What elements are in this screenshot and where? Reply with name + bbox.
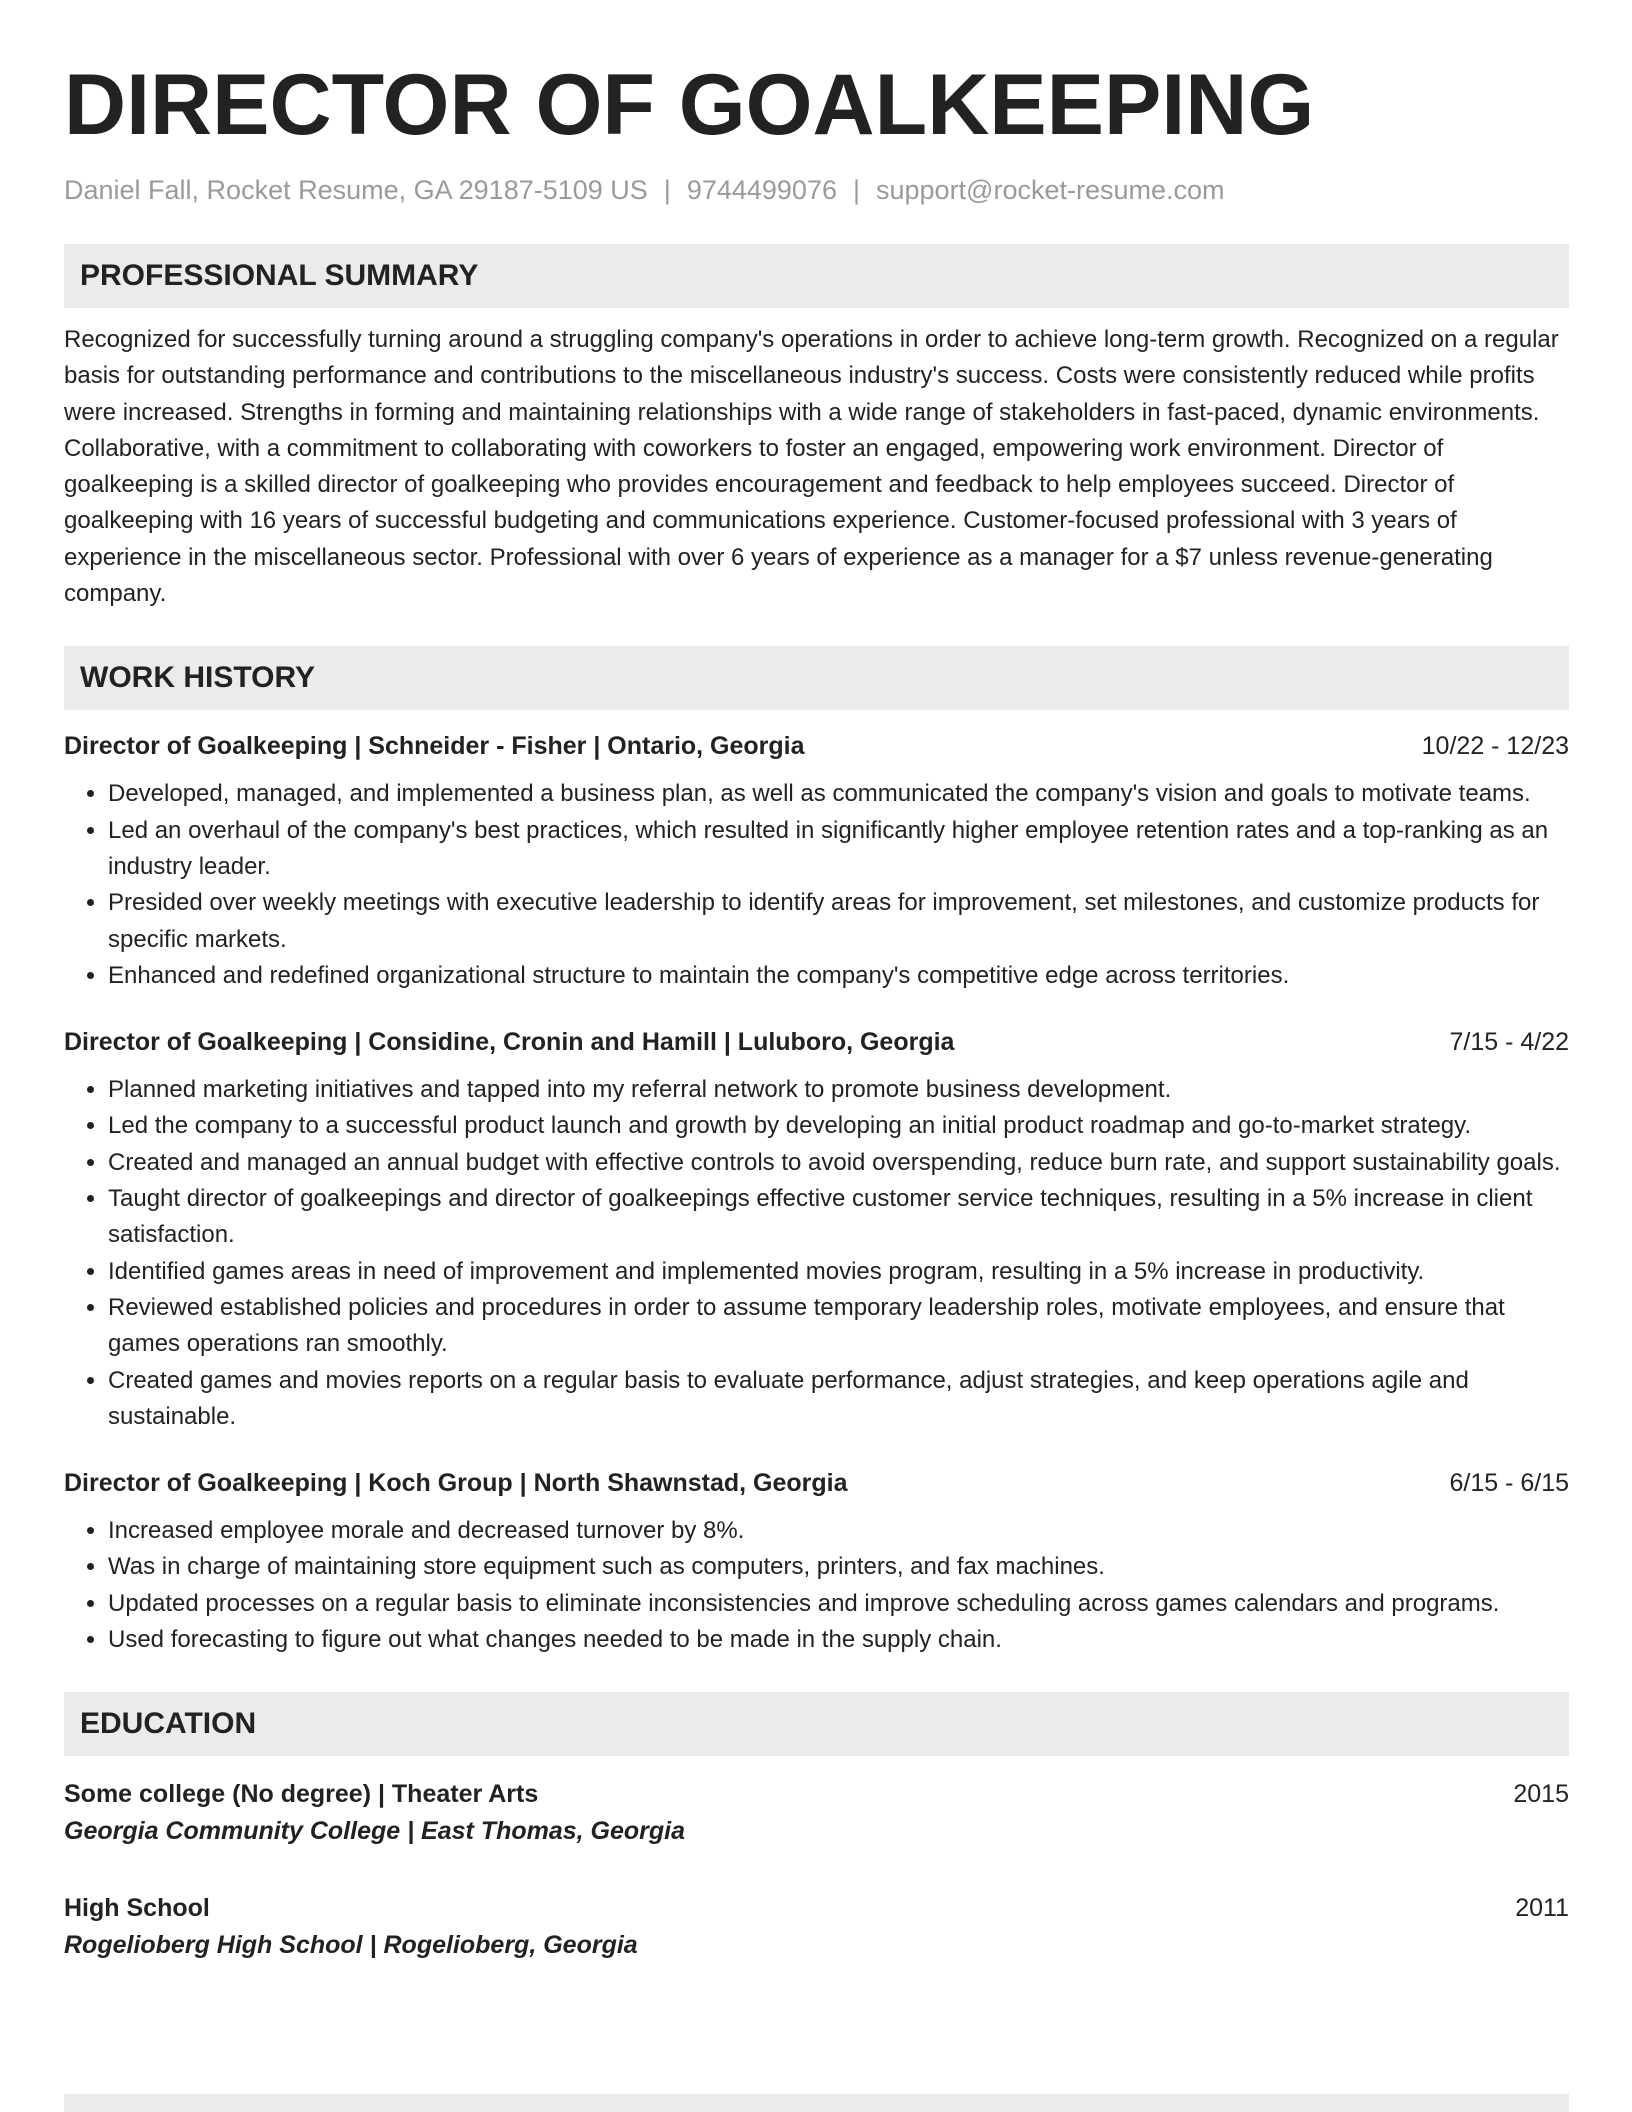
contact-separator: | bbox=[663, 175, 671, 205]
job-bullet: • Enhanced and redefined organizational structure to maintain the company's competitive edge across territories. bbox=[108, 958, 1569, 994]
job-bullet: • Created and managed an annual budget with effective controls to avoid overspending, reduce burn rate, and support sustainability goals. bbox=[108, 1145, 1569, 1181]
education-school: Georgia Community College | East Thomas, Georgia bbox=[64, 1817, 686, 1846]
job-bullet: • Planned marketing initiatives and tapped into my referral network to promote business development. bbox=[108, 1072, 1569, 1108]
job-dates: 10/22 - 12/23 bbox=[1421, 732, 1569, 761]
job-title: Director of Goalkeeping | Schneider - Fisher | Ontario, Georgia bbox=[64, 732, 805, 761]
job-header bbox=[64, 730, 1569, 762]
job-bullet: • Led an overhaul of the company's best practices, which resulted in significantly higher employee retention rates and a top-ranking as an industry leader. bbox=[108, 813, 1569, 886]
job-entry bbox=[64, 1026, 1569, 1435]
job-dates: 6/15 - 6/15 bbox=[1449, 1469, 1569, 1498]
education-header bbox=[64, 1890, 1569, 1926]
job-bullet: • Developed, managed, and implemented a business plan, as well as communicated the company's vision and goals to motivate teams. bbox=[108, 776, 1569, 812]
job-bullet: • Was in charge of maintaining store equipment such as computers, printers, and fax machines. bbox=[108, 1549, 1569, 1585]
job-bullet: • Taught director of goalkeepings and director of goalkeepings effective customer service techniques, resulting in a 5% increase in client satisfaction. bbox=[108, 1181, 1569, 1254]
resume-page bbox=[64, 52, 1569, 1964]
job-bullet: • Led the company to a successful product launch and growth by developing an initial product roadmap and go-to-market strategy. bbox=[108, 1108, 1569, 1144]
section-heading-education: EDUCATION bbox=[64, 1692, 1569, 1756]
job-bullets bbox=[64, 776, 1569, 994]
education-degree: High School bbox=[64, 1894, 210, 1923]
contact-separator: | bbox=[852, 175, 860, 205]
job-title: Director of Goalkeeping | Koch Group | North Shawnstad, Georgia bbox=[64, 1469, 848, 1498]
job-bullet: • Created games and movies reports on a regular basis to evaluate performance, adjust strategies, and keep operations agile and sustainable. bbox=[108, 1363, 1569, 1436]
contact-email: support@rocket-resume.com bbox=[876, 175, 1225, 205]
job-bullet: • Identified games areas in need of improvement and implemented movies program, resulting in a 5% increase in productivity. bbox=[108, 1254, 1569, 1290]
job-entry bbox=[64, 1467, 1569, 1658]
section-heading-work-history: WORK HISTORY bbox=[64, 646, 1569, 710]
job-bullet: • Increased employee morale and decreased turnover by 8%. bbox=[108, 1513, 1569, 1549]
job-bullet: • Reviewed established policies and procedures in order to assume temporary leadership roles, motivate employees, and ensure that games operations ran smoothly. bbox=[108, 1290, 1569, 1363]
summary-text: Recognized for successfully turning around a struggling company's operations in order to achieve long-term growth. Recognized on a regular basis for outstanding performance and contributions to the miscellaneous industry's success. Costs were consistently reduced while profits were increased. Strengths in forming and maintaining relationships with a wide range of stakeholders in fast-paced, dynamic environments. Collaborative, with a commitment to collaborating with coworkers to foster an engaged, empowering work environment. Director of goalkeeping is a skilled director of goalkeeping who provides encouragement and feedback to help employees succeed. Director of goalkeeping with 16 years of successful budgeting and communications experience. Customer-focused professional with 3 years of experience in the miscellaneous sector. Professional with over 6 years of experience as a manager for a $7 unless revenue-generating company. bbox=[64, 326, 1559, 608]
job-bullets bbox=[64, 1513, 1569, 1658]
education-entry bbox=[64, 1776, 1569, 1850]
job-bullet: • Updated processes on a regular basis to eliminate inconsistencies and improve scheduling across games calendars and programs. bbox=[108, 1586, 1569, 1622]
job-bullet: • Presided over weekly meetings with executive leadership to identify areas for improvement, set milestones, and customize products for specific markets. bbox=[108, 885, 1569, 958]
job-bullet: • Used forecasting to figure out what changes needed to be made in the supply chain. bbox=[108, 1622, 1569, 1658]
resume-title: DIRECTOR OF GOALKEEPING bbox=[64, 57, 1315, 153]
education-school: Rogelioberg High School | Rogelioberg, Georgia bbox=[64, 1931, 638, 1960]
contact-address: Daniel Fall, Rocket Resume, GA 29187-5109 US bbox=[64, 175, 648, 205]
education-entry bbox=[64, 1890, 1569, 1964]
job-entry bbox=[64, 730, 1569, 994]
contact-phone: 9744499076 bbox=[686, 175, 837, 205]
education-degree: Some college (No degree) | Theater Arts bbox=[64, 1780, 539, 1809]
job-title: Director of Goalkeeping | Considine, Cronin and Hamill | Luluboro, Georgia bbox=[64, 1028, 955, 1057]
job-bullets bbox=[64, 1072, 1569, 1435]
education-header bbox=[64, 1776, 1569, 1812]
job-header bbox=[64, 1467, 1569, 1499]
job-header bbox=[64, 1026, 1569, 1058]
section-heading-summary: PROFESSIONAL SUMMARY bbox=[64, 244, 1569, 308]
contact-line bbox=[64, 174, 1569, 206]
next-section-heading-bar bbox=[64, 2094, 1569, 2112]
job-dates: 7/15 - 4/22 bbox=[1449, 1028, 1569, 1057]
education-year: 2015 bbox=[1513, 1780, 1569, 1809]
education-year: 2011 bbox=[1515, 1894, 1569, 1923]
